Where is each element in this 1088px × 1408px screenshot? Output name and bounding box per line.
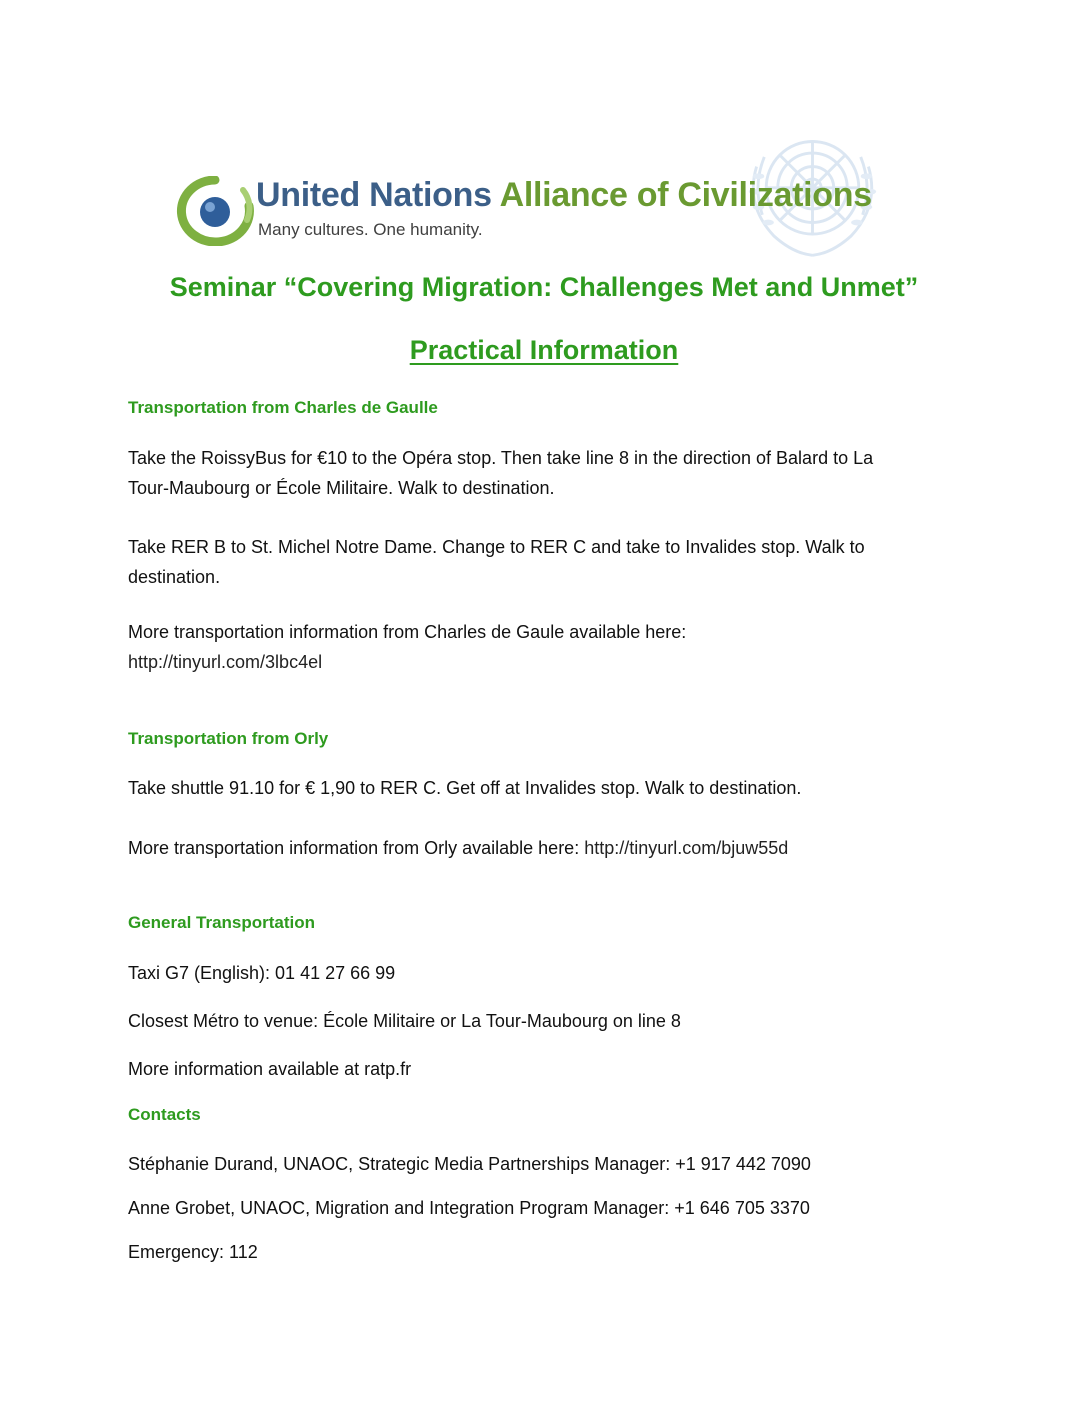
- heading-general: General Transportation: [128, 913, 316, 932]
- heading-orly: Transportation from Orly: [128, 729, 329, 748]
- cdg-paragraph-1-line-1: Take the RoissyBus for €10 to the Opéra stop. Then take line 8 in the direction of Balard to La: [128, 448, 874, 468]
- logo-wordmark-un: United Nations: [256, 176, 492, 214]
- cdg-paragraph-2-line-2: destination.: [128, 567, 221, 587]
- logo-tagline: Many cultures. One humanity.: [258, 220, 483, 239]
- logo-wordmark: [256, 176, 872, 215]
- contact-1: Stéphanie Durand, UNAOC, Strategic Media Partnerships Manager: +1 917 442 7090: [128, 1154, 811, 1174]
- unaoc-ring-icon: [175, 176, 255, 246]
- orly-paragraph: Take shuttle 91.10 for € 1,90 to RER C. Get off at Invalides stop. Walk to destination.: [128, 778, 802, 798]
- general-more-info: More information available at ratp.fr: [128, 1059, 412, 1079]
- page-subtitle-text: Practical Information: [409, 335, 679, 365]
- cdg-more-info: More transportation information from Charles de Gaule available here:: [128, 622, 687, 642]
- cdg-more-link[interactable]: http://tinyurl.com/3lbc4el: [128, 652, 323, 672]
- general-taxi: Taxi G7 (English): 01 41 27 66 99: [128, 963, 396, 983]
- orly-more-info: [128, 833, 788, 863]
- cdg-paragraph-1-line-2: Tour-Maubourg or École Militaire. Walk to destination.: [128, 478, 555, 498]
- cdg-paragraph-2-line-1: Take RER B to St. Michel Notre Dame. Change to RER C and take to Invalides stop. Walk to: [128, 537, 865, 557]
- heading-contacts: Contacts: [128, 1105, 201, 1124]
- logo-wordmark-aoc: Alliance of Civilizations: [499, 176, 872, 214]
- general-metro: Closest Métro to venue: École Militaire or La Tour-Maubourg on line 8: [128, 1011, 681, 1031]
- page-title: Seminar “Covering Migration: Challenges Met and Unmet”: [169, 272, 919, 302]
- heading-cdg: Transportation from Charles de Gaulle: [128, 398, 438, 417]
- page-subtitle: [0, 335, 1088, 366]
- contact-2: Anne Grobet, UNAOC, Migration and Integration Program Manager: +1 646 705 3370: [128, 1198, 810, 1218]
- unaoc-logo: [170, 128, 930, 268]
- contact-emergency: Emergency: 112: [128, 1242, 258, 1262]
- orly-more-link[interactable]: http://tinyurl.com/bjuw55d: [584, 838, 789, 858]
- orly-more-text: More transportation information from Orly available here:: [128, 838, 580, 858]
